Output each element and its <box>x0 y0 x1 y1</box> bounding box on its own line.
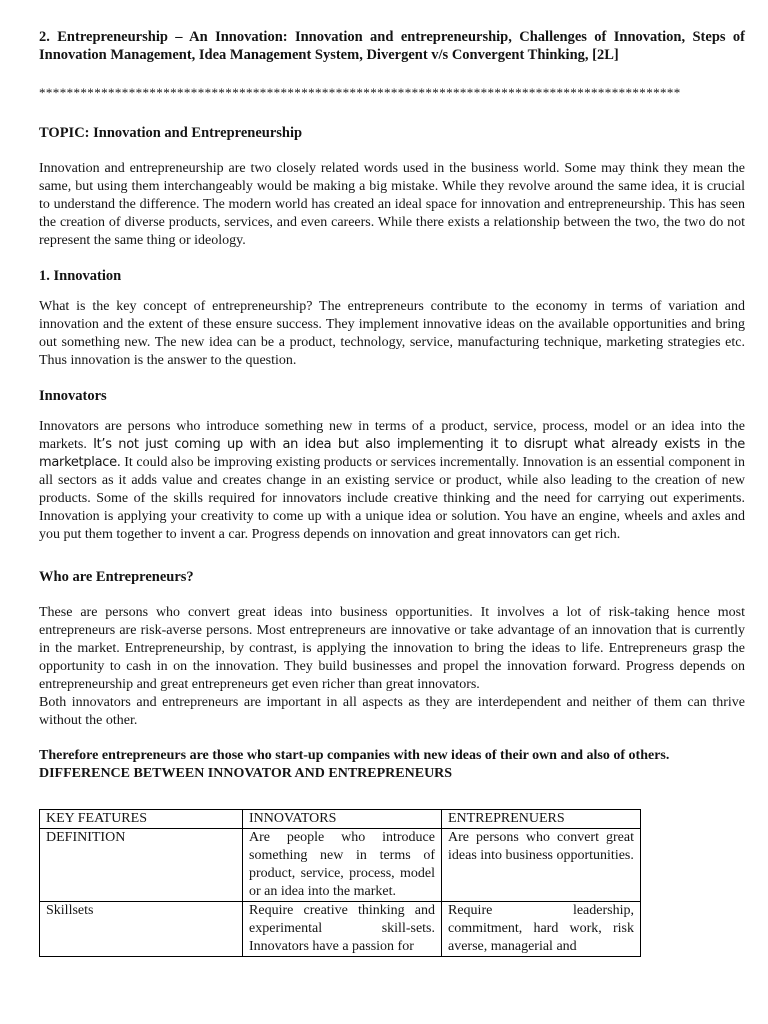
document-heading: 2. Entrepreneurship – An Innovation: Innovation and entrepreneurship, Challenges of Innovation, Steps of Innovation Management, Idea Management System, Divergent v/s Convergent Thinking, [2L] <box>39 29 745 63</box>
table-cell: Skillsets <box>40 902 243 957</box>
interdependence-paragraph: Both innovators and entrepreneurs are important in all aspects as they are interdependent and neither of them can thrive without the other. <box>39 695 745 728</box>
table-cell: Are people who introduce something new in terms of product, service, process, model or an idea into the market. <box>243 829 442 902</box>
therefore-statement: Therefore entrepreneurs are those who start-up companies with new ideas of their own and also of others. <box>39 748 670 763</box>
topic-title: TOPIC: Innovation and Entrepreneurship <box>39 125 303 141</box>
table-row <box>40 902 641 957</box>
innovation-paragraph: What is the key concept of entrepreneurship? The entrepreneurs contribute to the economy in terms of variation and innovation and the extent of these ensure success. They implement innovative ideas on the available opportunities and bring out something new. The new idea can be a product, technology, service, manufacturing technique, marketing strategies etc. Thus innovation is the answer to the question. <box>39 299 745 368</box>
table-header-cell: KEY FEATURES <box>40 810 243 829</box>
difference-title: DIFFERENCE BETWEEN INNOVATOR AND ENTREPRENEURS <box>39 766 453 781</box>
section-title-entrepreneurs: Who are Entrepreneurs? <box>39 569 194 585</box>
table-cell: Require creative thinking and experimental skill-sets. Innovators have a passion for <box>243 902 442 957</box>
table-header-cell: INNOVATORS <box>243 810 442 829</box>
innovators-text-a: Innovators are persons who introduce something new in terms of a product, service, process, model or an idea into the markets. <box>39 419 745 452</box>
table-header-row <box>40 810 641 829</box>
table-cell: Are persons who convert great ideas into business opportunities. <box>442 829 641 902</box>
table-cell: Require leadership, commitment, hard work, risk averse, managerial and <box>442 902 641 957</box>
difference-block <box>39 747 745 783</box>
intro-paragraph: Innovation and entrepreneurship are two closely related words used in the business world. Some may think they mean the same, but using them interchangeably would be making a big mistake. While they revolve around the same idea, it is crucial to understand the difference. The modern world has created an ideal space for innovation and entrepreneurship. This has seen the creation of diverse products, services, and even careers. While there exists a relationship between the two, the two do not represent the same thing or ideology. <box>39 161 745 248</box>
table-row <box>40 829 641 902</box>
table-header-cell: ENTREPRENUERS <box>442 810 641 829</box>
entrepreneurs-paragraph: These are persons who convert great ideas into business opportunities. It involves a lot of risk-taking hence most entrepreneurs are risk-averse persons. Most entrepreneurs are innovative or take advantage of an innovation that is currently in the market. Entrepreneurship, by contrast, is applying the innovation to bring the ideas to life. Entrepreneurs grasp the opportunity to cash in on the innovation. They build businesses and propel the innovation forward. Progress depends on entrepreneurship and great entrepreneurs get even richer than great innovators. <box>39 605 745 692</box>
innovators-text-b: It’s not just coming up with an idea but also implementing it to disrupt what already exists in the marketplace. <box>39 437 745 470</box>
innovators-paragraph <box>39 418 745 544</box>
table-cell: DEFINITION <box>40 829 243 902</box>
section-title-innovation: 1. Innovation <box>39 268 122 284</box>
comparison-table <box>39 809 641 957</box>
section-title-innovators: Innovators <box>39 388 107 404</box>
innovators-text-c: It could also be improving existing products or services incrementally. Innovation is an essential component in all sectors as it adds value and creates change in an existing service or product, while also leading to the creation of new products. Some of the skills required for innovators include creative thinking and the need for carrying out experiments. Innovation is applying your creativity to come up with a unique idea or solution. You have an engine, wheels and axles and you put them together to invent a car. Progress depends on innovation and great innovators can get rich. <box>39 455 745 542</box>
separator-line: ********************************************************************************************* <box>39 85 681 100</box>
